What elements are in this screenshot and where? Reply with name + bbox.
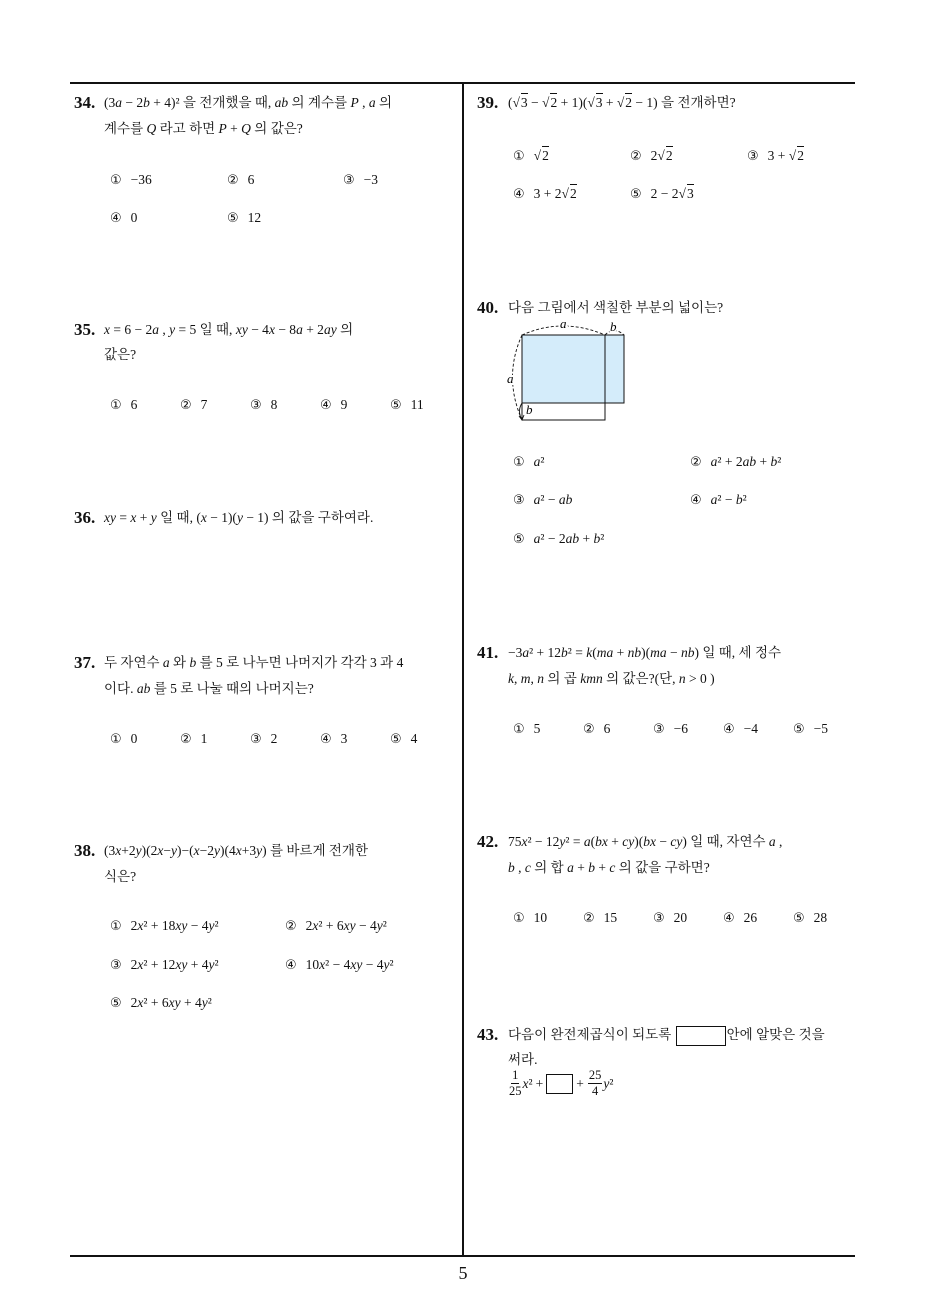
choice-marker: ④	[690, 493, 702, 508]
choice-marker: ②	[180, 732, 192, 747]
choice-5	[630, 184, 694, 204]
choice-marker: ③	[250, 398, 262, 413]
choice-value: a² − ab	[533, 492, 573, 507]
choice-1	[110, 916, 219, 936]
choice-value: 6	[603, 721, 611, 736]
answer-blank-box	[676, 1026, 726, 1046]
term-y-squared: y²	[603, 1075, 614, 1091]
question-text-line	[508, 1025, 825, 1045]
choice-marker: ⑤	[390, 732, 402, 747]
choice-value: 5	[533, 721, 541, 736]
choice-marker: ①	[110, 919, 122, 934]
choice-value: 2x² + 12xy + 4y²	[130, 957, 219, 972]
question-number: 41.	[477, 643, 499, 662]
plus-sign: +	[576, 1075, 584, 1091]
choice-2	[227, 170, 254, 190]
choice-marker: ①	[110, 173, 122, 188]
plus-sign: +	[535, 1075, 544, 1091]
choice-5	[227, 208, 261, 228]
choice-4	[723, 908, 757, 928]
choice-value: 2 − 2√3	[650, 186, 694, 201]
choice-1	[513, 908, 547, 928]
choice-1	[513, 719, 540, 739]
choice-marker: ③	[653, 911, 665, 926]
choice-2	[180, 395, 207, 415]
question-number: 34.	[74, 93, 96, 112]
text-after-blank: 안에 알맞은 것을	[726, 1027, 825, 1042]
choice-5	[513, 529, 604, 549]
choice-value: 12	[247, 210, 262, 225]
question-number: 36.	[74, 508, 96, 527]
choice-value: a² − 2ab + b²	[533, 531, 605, 546]
choice-value: 28	[813, 910, 828, 925]
choice-value: 2	[270, 731, 278, 746]
choice-4	[513, 184, 577, 204]
area-diagram	[500, 314, 640, 426]
choice-value: a² + 2ab + b²	[710, 454, 782, 469]
choice-marker: ④	[285, 958, 297, 973]
choice-5	[390, 395, 424, 415]
question-number: 37.	[74, 653, 96, 672]
question-text-line: 다음 그림에서 색칠한 부분의 넓이는?	[508, 300, 724, 315]
question-text-line: b , c 의 합 a + b + c 의 값을 구하면?	[508, 860, 710, 875]
question-number: 35.	[74, 320, 96, 339]
choice-value: −36	[130, 172, 152, 187]
choice-5	[110, 993, 212, 1013]
choice-value: 2x² + 6xy + 4y²	[130, 995, 212, 1010]
question-number: 43.	[477, 1025, 499, 1044]
choice-2	[690, 452, 781, 472]
choice-3	[343, 170, 378, 190]
choice-marker: ④	[320, 732, 332, 747]
text-before-blank: 다음이 완전제곱식이 되도록	[508, 1027, 672, 1042]
choice-marker: ⑤	[513, 532, 525, 547]
fraction-numerator: 25	[588, 1068, 602, 1082]
choice-1	[110, 395, 137, 415]
question-text-line: 식은?	[104, 869, 137, 884]
perfect-square-expression	[509, 1068, 613, 1099]
choice-2	[285, 916, 387, 936]
question-text-line: (3a − 2b + 4)² 을 전개했을 때, ab 의 계수를 P , a 의	[104, 95, 392, 110]
choice-marker: ④	[320, 398, 332, 413]
choice-value: 15	[603, 910, 618, 925]
fraction-numerator: 1	[512, 1068, 519, 1082]
choice-4	[723, 719, 758, 739]
question-text-line: 써라.	[508, 1052, 538, 1067]
choice-value: 4	[410, 731, 418, 746]
choice-value: 0	[130, 731, 138, 746]
choice-2	[180, 729, 207, 749]
choice-value: 3 + 2√2	[533, 186, 577, 201]
question-number: 38.	[74, 841, 96, 860]
choice-marker: ③	[343, 173, 355, 188]
question-number: 42.	[477, 832, 499, 851]
choice-marker: ⑤	[227, 211, 239, 226]
choice-marker: ⑤	[110, 996, 122, 1011]
choice-value: 6	[130, 397, 138, 412]
choice-5	[793, 908, 827, 928]
choice-value: 2x² + 18xy − 4y²	[130, 918, 219, 933]
choice-2	[583, 908, 617, 928]
shaded-region	[522, 335, 624, 403]
choice-marker: ⑤	[390, 398, 402, 413]
choice-marker: ③	[653, 722, 665, 737]
choice-4	[110, 208, 137, 228]
choice-5	[793, 719, 828, 739]
question-text-line: 75x² − 12y² = a(bx + cy)(bx − cy) 일 때, 자연수 a ,	[508, 834, 783, 849]
choice-marker: ②	[227, 173, 239, 188]
choice-value: 2x² + 6xy − 4y²	[305, 918, 387, 933]
choice-marker: ①	[513, 911, 525, 926]
term-x-squared: x²	[522, 1075, 533, 1091]
choice-value: a²	[533, 454, 545, 469]
choice-marker: ①	[513, 149, 525, 164]
choice-value: 7	[200, 397, 208, 412]
choice-3	[653, 908, 687, 928]
choice-value: 3	[340, 731, 348, 746]
choice-marker: ②	[180, 398, 192, 413]
question-text-line: x = 6 − 2a , y = 5 일 때, xy − 4x − 8a + 2ay 의	[104, 322, 354, 337]
choice-1	[513, 146, 549, 166]
choice-4	[285, 955, 394, 975]
choice-marker: ③	[110, 958, 122, 973]
choice-value: −5	[813, 721, 829, 736]
choice-value: 8	[270, 397, 278, 412]
choice-1	[110, 170, 152, 190]
choice-marker: ②	[690, 455, 702, 470]
choice-marker: ①	[110, 398, 122, 413]
label-top-a: a	[560, 316, 567, 331]
choice-3	[250, 729, 277, 749]
choice-value: 10x² − 4xy − 4y²	[305, 957, 394, 972]
fraction-1-25	[509, 1068, 522, 1099]
choice-3	[653, 719, 688, 739]
choice-marker: ④	[723, 722, 735, 737]
label-top-b: b	[610, 319, 617, 334]
choice-marker: ①	[513, 722, 525, 737]
choice-3	[747, 146, 804, 166]
fraction-denominator: 4	[591, 1084, 599, 1098]
choice-marker: ①	[110, 732, 122, 747]
bottom-rule	[70, 1255, 855, 1257]
choice-value: −3	[363, 172, 379, 187]
choice-value: 0	[130, 210, 138, 225]
choice-value: 1	[200, 731, 208, 746]
choice-value: a² − b²	[710, 492, 747, 507]
choice-1	[110, 729, 137, 749]
choice-3	[513, 490, 572, 510]
choice-marker: ②	[285, 919, 297, 934]
choice-4	[690, 490, 747, 510]
choice-value: √2	[533, 148, 549, 163]
question-text-line: 계수를 Q 라고 하면 P + Q 의 값은?	[104, 121, 303, 136]
choice-marker: ①	[513, 455, 525, 470]
choice-marker: ②	[583, 722, 595, 737]
choice-value: −6	[673, 721, 689, 736]
choice-value: 6	[247, 172, 255, 187]
choice-marker: ⑤	[793, 722, 805, 737]
choice-1	[513, 452, 544, 472]
choice-4	[320, 395, 347, 415]
choice-value: 26	[743, 910, 758, 925]
choice-value: 2√2	[650, 148, 673, 163]
question-text-line: (√3 − √2 + 1)(√3 + √2 − 1) 을 전개하면?	[508, 95, 736, 110]
page-number: 5	[458, 1263, 468, 1283]
question-text-line: −3a² + 12b² = k(ma + nb)(ma − nb) 일 때, 세 정수	[508, 645, 782, 660]
choice-3	[110, 955, 219, 975]
question-number: 39.	[477, 93, 499, 112]
choice-value: 10	[533, 910, 548, 925]
choice-value: −4	[743, 721, 759, 736]
choice-marker: ②	[583, 911, 595, 926]
choice-marker: ④	[110, 211, 122, 226]
choice-value: 9	[340, 397, 348, 412]
label-left-a: a	[507, 371, 514, 386]
label-left-b: b	[526, 402, 533, 417]
choice-5	[390, 729, 417, 749]
left-a-arc	[513, 335, 523, 420]
choice-marker: ④	[723, 911, 735, 926]
choice-marker: ③	[513, 493, 525, 508]
question-text-line: 이다. ab 를 5 로 나눌 때의 나머지는?	[104, 681, 314, 696]
choice-2	[583, 719, 610, 739]
choice-value: 20	[673, 910, 688, 925]
choice-marker: ⑤	[793, 911, 805, 926]
question-text-line: (3x+2y)(2x−y)−(x−2y)(4x+3y) 를 바르게 전개한	[104, 843, 369, 858]
choice-3	[250, 395, 277, 415]
question-number: 40.	[477, 298, 499, 317]
fraction-25-4	[588, 1068, 603, 1099]
expression-blank-box	[546, 1074, 573, 1094]
choice-value: 3 + √2	[767, 148, 804, 163]
choice-marker: ②	[630, 149, 642, 164]
choice-marker: ④	[513, 187, 525, 202]
choice-marker: ⑤	[630, 187, 642, 202]
question-text-line: xy = x + y 일 때, (x − 1)(y − 1) 의 값을 구하여라.	[104, 510, 374, 525]
fraction-denominator: 25	[509, 1084, 522, 1098]
column-divider	[462, 82, 464, 1256]
choice-marker: ③	[747, 149, 759, 164]
choice-value: 11	[410, 397, 424, 412]
choice-4	[320, 729, 347, 749]
choice-2	[630, 146, 673, 166]
question-text-line: 두 자연수 a 와 b 를 5 로 나누면 나머지가 각각 3 과 4	[104, 655, 404, 670]
question-text-line: k, m, n 의 곱 kmn 의 값은?(단, n > 0 )	[508, 671, 715, 686]
choice-marker: ③	[250, 732, 262, 747]
question-text-line: 값은?	[104, 347, 137, 362]
